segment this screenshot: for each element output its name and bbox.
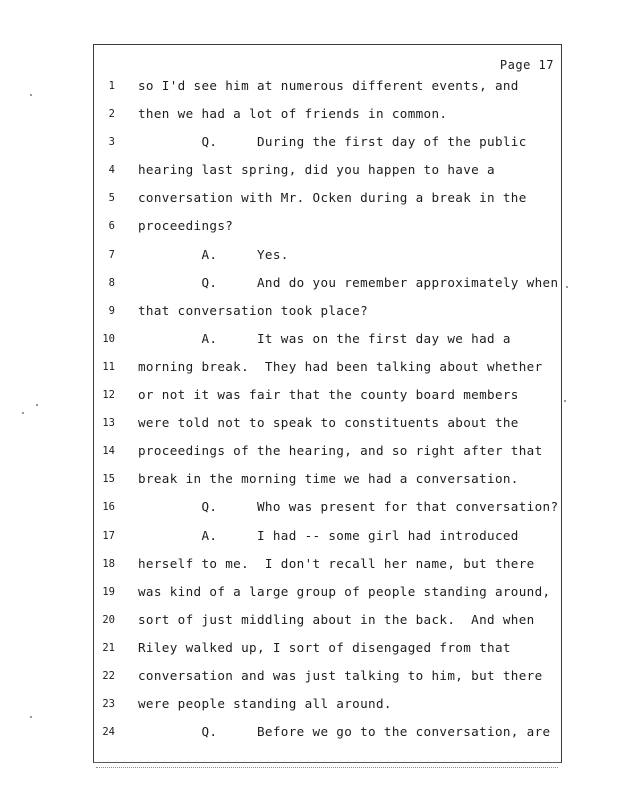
line-text: Q. During the first day of the public: [138, 134, 527, 150]
line-number: 8: [108, 276, 115, 289]
line-number: 3: [108, 136, 115, 149]
line-number: 15: [102, 473, 115, 486]
line-text: conversation and was just talking to him, but there: [138, 667, 543, 683]
line-number: 5: [108, 192, 115, 205]
line-number: 23: [102, 698, 115, 711]
line-number: 24: [102, 726, 115, 739]
line-number: 7: [108, 248, 115, 261]
line-number: 6: [108, 220, 115, 233]
transcript-line: [93, 497, 560, 525]
scan-speckle: [566, 286, 568, 288]
footer-rule-dotted: [96, 767, 558, 768]
line-number: 14: [102, 445, 115, 458]
line-number: 16: [102, 501, 115, 514]
transcript-line: [93, 469, 560, 497]
transcript-line: [93, 245, 560, 273]
transcript-line: [93, 76, 560, 104]
line-text: Riley walked up, I sort of disengaged from that: [138, 639, 511, 655]
transcript-line: [93, 216, 560, 244]
line-number: 22: [102, 669, 115, 682]
line-text: morning break. They had been talking about whether: [138, 358, 543, 374]
line-text: hearing last spring, did you happen to have a: [138, 162, 495, 178]
line-number: 11: [102, 360, 115, 373]
footer-rule: [93, 762, 561, 763]
line-text: proceedings?: [138, 218, 234, 234]
line-text: A. It was on the first day we had a: [138, 330, 511, 346]
line-text: Q. Before we go to the conversation, are: [138, 724, 551, 740]
page-number: Page 17: [499, 58, 554, 72]
transcript-line: [93, 413, 560, 441]
line-text: proceedings of the hearing, and so right after that: [138, 443, 543, 459]
transcript-line: [93, 666, 560, 694]
transcript-line: [93, 554, 560, 582]
scan-speckle: [36, 404, 38, 406]
transcript-line: [93, 357, 560, 385]
line-number: 4: [108, 164, 115, 177]
line-number: 1: [108, 80, 115, 92]
scan-speckle: [564, 400, 566, 402]
transcript-line: [93, 526, 560, 554]
line-number: 2: [108, 108, 115, 121]
line-text: break in the morning time we had a conversation.: [138, 471, 519, 487]
scan-speckle: [30, 716, 32, 718]
transcript-lines: [93, 76, 560, 750]
line-number: 13: [102, 417, 115, 430]
line-text: Q. And do you remember approximately when: [138, 274, 559, 290]
transcript-line: [93, 104, 560, 132]
transcript-line: [93, 188, 560, 216]
line-text: A. I had -- some girl had introduced: [138, 527, 519, 543]
line-number: 18: [102, 557, 115, 570]
line-text: Q. Who was present for that conversation?: [138, 499, 559, 515]
line-text: or not it was fair that the county board members: [138, 387, 519, 403]
line-number: 17: [102, 529, 115, 542]
line-number: 12: [102, 389, 115, 402]
transcript-line: [93, 441, 560, 469]
line-text: sort of just middling about in the back. And when: [138, 611, 535, 627]
line-number: 21: [102, 641, 115, 654]
line-text: so I'd see him at numerous different events, and: [138, 78, 519, 93]
line-number: 20: [102, 613, 115, 626]
line-text: were people standing all around.: [138, 696, 392, 712]
transcript-line: [93, 610, 560, 638]
line-text: herself to me. I don't recall her name, but there: [138, 555, 535, 571]
line-text: conversation with Mr. Ocken during a break in the: [138, 190, 527, 206]
transcript-line: [93, 160, 560, 188]
line-number: 19: [102, 585, 115, 598]
line-text: then we had a lot of friends in common.: [138, 106, 448, 122]
line-number: 9: [108, 304, 115, 317]
transcript-line: [93, 301, 560, 329]
transcript-line: [93, 582, 560, 610]
line-text: A. Yes.: [138, 246, 289, 262]
line-text: were told not to speak to constituents about the: [138, 415, 519, 431]
line-text: was kind of a large group of people standing around,: [138, 583, 551, 599]
scan-speckle: [30, 94, 32, 96]
transcript-line: [93, 722, 560, 750]
transcript-line: [93, 638, 560, 666]
transcript-line: [93, 273, 560, 301]
transcript-line: [93, 385, 560, 413]
line-text: that conversation took place?: [138, 302, 369, 318]
scan-speckle: [22, 412, 24, 414]
transcript-line: [93, 132, 560, 160]
transcript-line: [93, 329, 560, 357]
line-number: 10: [102, 332, 115, 345]
transcript-line: [93, 694, 560, 722]
